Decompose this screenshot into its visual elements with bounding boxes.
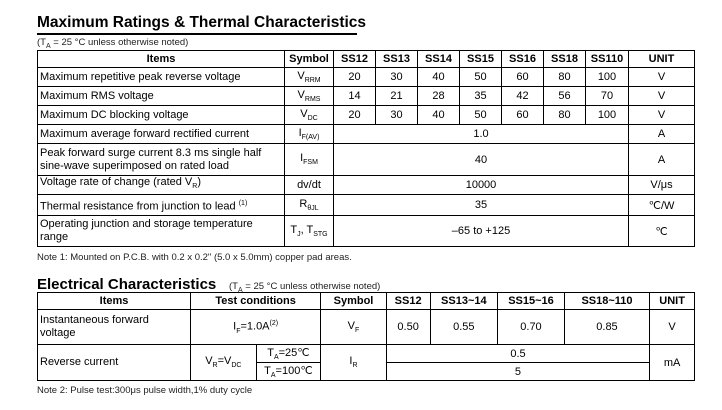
unit-cell: V [650,310,695,345]
value-cell: 60 [502,68,544,87]
table-row [38,87,695,106]
unit-cell: V [629,106,695,125]
item-label: Maximum RMS voltage [38,87,285,106]
unit-cell: mA [650,345,695,381]
table-row [38,216,695,247]
value-cell: 20 [334,68,376,87]
value-cell: 10000 [334,176,629,195]
header-unit: UNIT [650,293,695,310]
item-label: Thermal resistance from junction to lead $^{(1)}$ [38,195,285,216]
unit-cell: A [629,125,695,144]
value-cell: 60 [502,106,544,125]
header-symbol: Symbol [321,293,387,310]
header-ss15: SS15 [460,51,502,68]
value-cell: 70 [586,87,629,106]
condition-cell: $V_R=V_{DC}$ [191,345,257,381]
symbol-cell: $V_{DC}$ [285,106,334,125]
table-row [38,310,695,345]
item-label: Voltage rate of change (rated $V_R$) [38,176,285,195]
header-ss12: SS12 [386,293,430,310]
value-cell: 100 [586,68,629,87]
value-cell: 5 [386,363,649,381]
symbol-cell: dv/dt [285,176,334,195]
condition-cell: $I_F=1.0A^{(2)}$ [191,310,321,345]
item-label: Maximum repetitive peak reverse voltage [38,68,285,87]
value-cell: 80 [544,106,586,125]
value-cell: 1.0 [334,125,629,144]
max-ratings-table [37,50,695,247]
header-ss18-110: SS18~110 [564,293,649,310]
value-cell: 50 [460,106,502,125]
table-row [38,125,695,144]
value-cell: 100 [586,106,629,125]
value-cell: 30 [376,106,418,125]
value-cell: 56 [544,87,586,106]
symbol-cell: $I_{FSM}$ [285,144,334,176]
header-ss13: SS13 [376,51,418,68]
symbol-cell: $R_{\theta JL}$ [285,195,334,216]
table-row [38,345,695,363]
header-ss16: SS16 [502,51,544,68]
note-2: Note 2: Pulse test:300μs pulse width,1% duty cycle [37,385,253,396]
table-row [38,195,695,216]
electrical-condition-note: ($T_A = 25$ °C unless otherwise noted) [229,281,381,294]
value-cell: 40 [418,106,460,125]
condition-cell: $T_A=100℃$ [256,363,321,381]
unit-cell: ℃/W [629,195,695,216]
unit-cell: V/μs [629,176,695,195]
header-ss14: SS14 [418,51,460,68]
symbol-cell: $I_{F(AV)}$ [285,125,334,144]
header-items: Items [38,293,191,310]
note-1: Note 1: Mounted on P.C.B. with 0.2 x 0.2" (5.0 x 5.0mm) copper pad areas. [37,252,352,263]
item-label: Peak forward surge current 8.3 ms single half sine-wave superimposed on rated load [38,144,285,176]
value-cell: 40 [418,68,460,87]
value-cell: 0.85 [564,310,649,345]
header-ss110: SS110 [586,51,629,68]
item-label: Instantaneous forward voltage [38,310,191,345]
electrical-table [37,292,695,381]
max-ratings-condition-note: ($T_A = 25$ °C unless otherwise noted) [37,37,189,50]
header-ss13-14: SS13~14 [430,293,498,310]
value-cell: 35 [460,87,502,106]
value-cell: 40 [334,144,629,176]
value-cell: 0.70 [498,310,565,345]
unit-cell: A [629,144,695,176]
value-cell: 28 [418,87,460,106]
item-label: Maximum DC blocking voltage [38,106,285,125]
item-label: Reverse current [38,345,191,381]
header-symbol: Symbol [285,51,334,68]
table-row [38,176,695,195]
value-cell: 0.5 [386,345,649,363]
symbol-cell: $V_{RRM}$ [285,68,334,87]
title-underline [37,33,357,35]
electrical-title: Electrical Characteristics [37,276,217,293]
unit-cell: V [629,87,695,106]
value-cell: 80 [544,68,586,87]
item-label: Maximum average forward rectified current [38,125,285,144]
value-cell: 0.55 [430,310,498,345]
value-cell: –65 to +125 [334,216,629,247]
symbol-cell: $V_F$ [321,310,387,345]
table-row [38,106,695,125]
header-test-conditions: Test conditions [191,293,321,310]
condition-cell: $T_A=25℃$ [256,345,321,363]
value-cell: 35 [334,195,629,216]
unit-cell: ℃ [629,216,695,247]
value-cell: 50 [460,68,502,87]
value-cell: 21 [376,87,418,106]
symbol-cell: $I_R$ [321,345,387,381]
value-cell: 42 [502,87,544,106]
header-ss15-16: SS15~16 [498,293,565,310]
header-items: Items [38,51,285,68]
value-cell: 0.50 [386,310,430,345]
table-row [38,144,695,176]
symbol-cell: $T_J$, $T_{STG}$ [285,216,334,247]
item-label: Operating junction and storage temperature range [38,216,285,247]
table-row [38,68,695,87]
header-ss12: SS12 [334,51,376,68]
value-cell: 14 [334,87,376,106]
header-ss18: SS18 [544,51,586,68]
header-unit: UNIT [629,51,695,68]
value-cell: 20 [334,106,376,125]
symbol-cell: $V_{RMS}$ [285,87,334,106]
max-ratings-title: Maximum Ratings & Thermal Characteristics [37,14,367,31]
unit-cell: V [629,68,695,87]
value-cell: 30 [376,68,418,87]
